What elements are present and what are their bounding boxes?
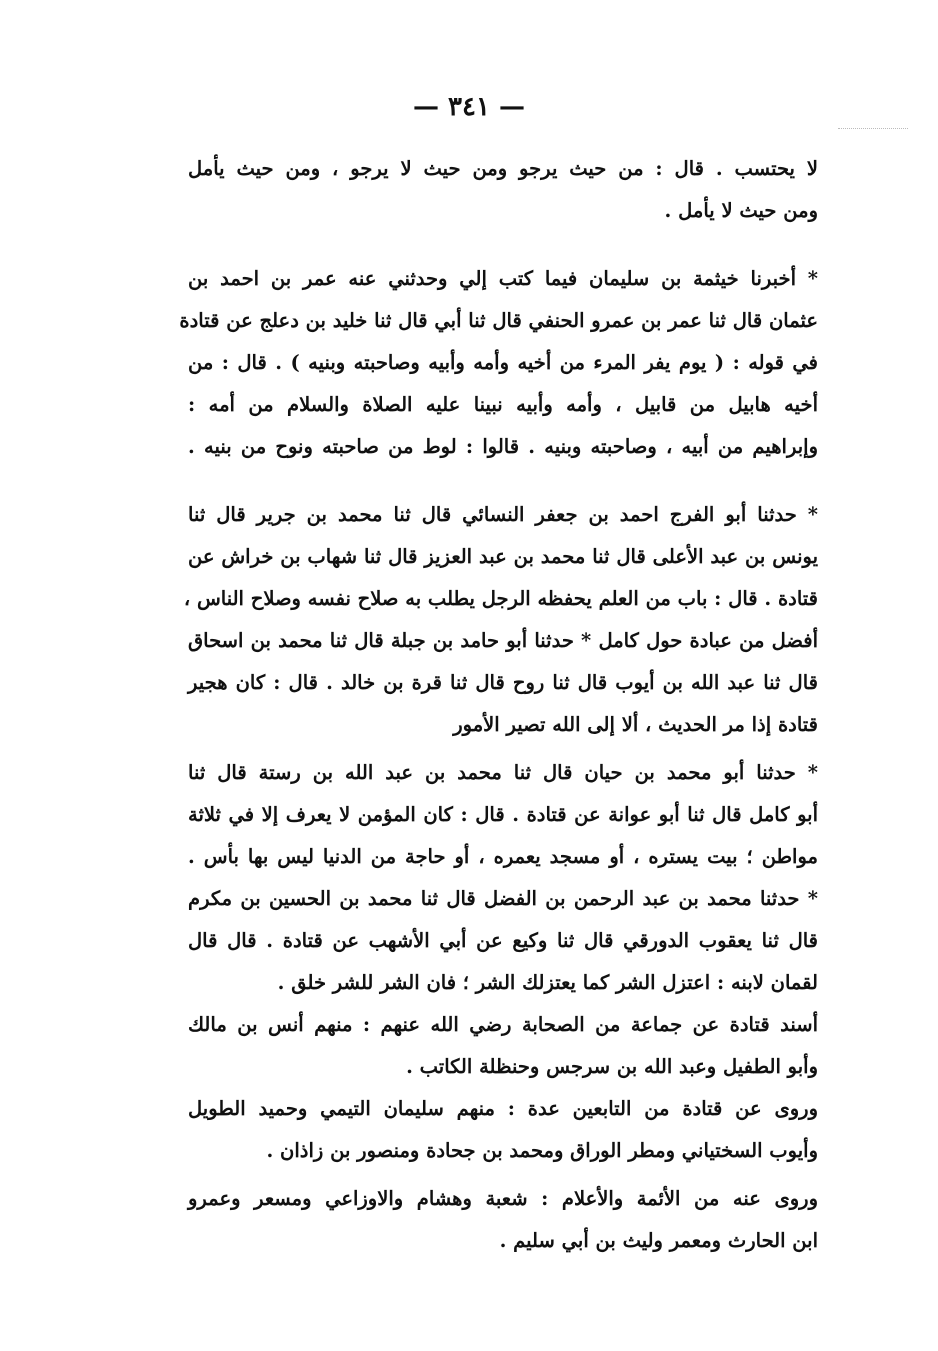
- text-line: قال ثنا عبد الله بن أيوب قال ثنا روح قال ثنا قرة بن خالد . قال : كان هجير: [188, 671, 818, 694]
- text-line: * حدثنا محمد بن عبد الرحمن بن الفضل قال ثنا محمد بن الحسين بن مكرم: [188, 887, 818, 910]
- text-line: يونس بن عبد الأعلى قال ثنا محمد بن عبد العزيز قال ثنا شهاب بن خراش عن: [188, 545, 818, 568]
- text-line: قتادة إذا مر الحديث ، ألا إلى الله تصير الأمور: [453, 713, 818, 736]
- text-line: أبو كامل قال ثنا أبو عوانة عن قتادة . قال : كان المؤمن لا يعرف إلا في ثلاثة: [188, 803, 818, 826]
- text-line: * حدثنا أبو الفرج احمد بن جعفر النسائي قال ثنا محمد بن جرير قال ثنا: [188, 503, 818, 526]
- text-body: [179, 148, 819, 1262]
- text-line: في قوله : ( يوم يفر المرء من أخيه وأمه وأبيه وصاحبته وبنيه ) . قال : من: [188, 351, 818, 374]
- text-line: * حدثنا أبو محمد بن حيان قال ثنا محمد بن عبد الله بن رستة قال ثنا: [188, 761, 818, 784]
- text-line: وأيوب السختياني ومطر الوراق ومحمد بن جحادة ومنصور بن زاذان .: [266, 1139, 818, 1162]
- text-line: * أخبرنا خيثمة بن سليمان فيما كتب إلي وحدثني عنه عمر بن احمد بن: [188, 267, 818, 290]
- paragraph-1: [188, 148, 818, 232]
- paragraph-4: [188, 752, 818, 878]
- text-line: قال ثنا يعقوب الدورقي قال ثنا وكيع عن أبي الأشهب عن قتادة . قال قال: [188, 929, 818, 952]
- text-line: وأبو الطفيل وعبد الله بن سرجس وحنظلة الكاتب .: [406, 1055, 818, 1078]
- text-line: ومن حيث لا يأمل .: [664, 199, 818, 222]
- page-number: — ٣٤١ —: [412, 92, 526, 122]
- text-line: عثمان قال ثنا عمر بن عمرو الحنفي قال ثنا أبي قال ثنا خليد بن دعلج عن قتادة: [179, 309, 818, 332]
- paragraph-5: [188, 878, 818, 1004]
- text-line: ابن الحارث ومعمر وليث بن أبي سليم .: [499, 1229, 818, 1252]
- text-line: قتادة . قال : باب من العلم يحفظه الرجل يطلب به صلاح نفسه وصلاح الناس ،: [183, 587, 818, 610]
- text-line: أخيه هابيل من قابيل ، وأمه وأبيه نبينا عليه الصلاة والسلام من أمه :: [188, 393, 818, 416]
- text-line: لا يحتسب . قال : من حيث يرجو ومن حيث لا يرجو ، ومن حيث يأمل: [188, 157, 818, 180]
- text-line: وإبراهيم من أبيه ، وصاحبته وبنيه . قالوا : لوط من صاحبته ونوح من بنيه .: [188, 435, 818, 458]
- paragraph-8: [188, 1178, 818, 1262]
- paragraph-7: [188, 1088, 818, 1172]
- edge-dots: [838, 128, 908, 129]
- text-line: أسند قتادة عن جماعة من الصحابة رضي الله عنهم : منهم أنس بن مالك: [188, 1013, 818, 1036]
- text-line: مواطن ؛ بيت يستره ، أو مسجد يعمره ، أو حاجة من الدنيا ليس بها بأس .: [188, 845, 818, 868]
- text-line: وروى عنه من الأئمة والأعلام : شعبة وهشام والاوزاعي ومسعر وعمرو: [188, 1187, 818, 1210]
- paragraph-3: [183, 494, 819, 746]
- text-line: لقمان لابنه : اعتزل الشر كما يعتزلك الشر ؛ فان الشر للشر خلق .: [277, 971, 818, 994]
- text-line: وروى عن قتادة من التابعين عدة : منهم سليمان التيمي وحميد الطويل: [188, 1097, 818, 1120]
- text-line: أفضل من عبادة حول كامل * حدثنا أبو حامد بن جبلة قال ثنا محمد بن اسحاق: [188, 629, 819, 652]
- paragraph-2: [179, 258, 818, 468]
- paragraph-6: [188, 1004, 818, 1088]
